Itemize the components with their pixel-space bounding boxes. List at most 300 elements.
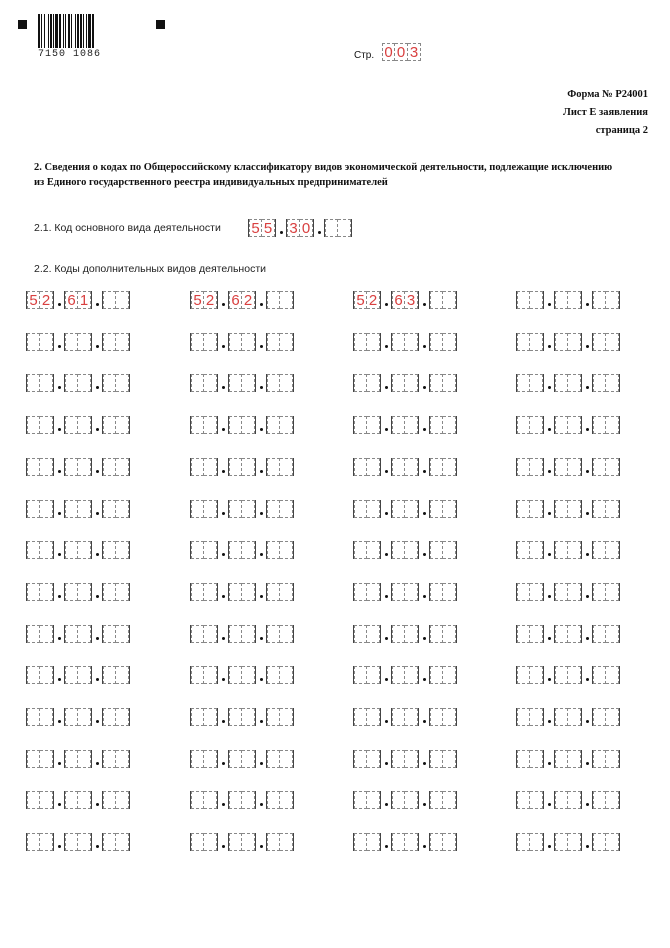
additional-activity-code[interactable] — [516, 416, 620, 434]
code-digit-cell[interactable] — [555, 750, 568, 768]
additional-activity-code[interactable] — [190, 458, 294, 476]
code-digit-cell[interactable] — [593, 833, 606, 851]
additional-activity-code[interactable] — [516, 291, 620, 309]
additional-activity-code[interactable] — [516, 750, 620, 768]
code-digit-cell[interactable] — [65, 333, 78, 351]
additional-activity-code[interactable] — [353, 666, 457, 684]
code-digit-cell[interactable] — [405, 458, 418, 476]
code-digit-cell[interactable] — [40, 416, 53, 434]
code-digit-cell[interactable] — [229, 833, 242, 851]
code-digit-cell[interactable] — [191, 625, 204, 643]
code-digit-cell[interactable] — [568, 583, 581, 601]
code-digit-cell[interactable] — [405, 500, 418, 518]
code-digit-cell[interactable] — [116, 500, 129, 518]
code-digit-cell[interactable]: 2 — [242, 291, 255, 309]
code-digit-cell[interactable] — [280, 666, 293, 684]
code-digit-cell[interactable] — [204, 666, 217, 684]
code-digit-cell[interactable] — [27, 458, 40, 476]
code-digit-cell[interactable] — [593, 583, 606, 601]
code-digit-cell[interactable] — [78, 374, 91, 392]
code-digit-cell[interactable] — [568, 458, 581, 476]
code-digit-cell[interactable] — [354, 333, 367, 351]
code-digit-cell[interactable] — [530, 625, 543, 643]
code-digit-cell[interactable] — [392, 791, 405, 809]
code-digit-cell[interactable] — [606, 750, 619, 768]
code-digit-cell[interactable]: 2 — [204, 291, 217, 309]
code-digit-cell[interactable] — [593, 541, 606, 559]
additional-activity-code[interactable] — [353, 708, 457, 726]
additional-activity-code[interactable] — [353, 541, 457, 559]
code-digit-cell[interactable] — [530, 416, 543, 434]
code-digit-cell[interactable] — [606, 333, 619, 351]
code-digit-cell[interactable] — [78, 416, 91, 434]
code-digit-cell[interactable] — [405, 791, 418, 809]
code-digit-cell[interactable] — [78, 333, 91, 351]
code-digit-cell[interactable] — [568, 750, 581, 768]
code-digit-cell[interactable] — [568, 833, 581, 851]
code-digit-cell[interactable] — [280, 625, 293, 643]
code-digit-cell[interactable] — [392, 583, 405, 601]
additional-activity-code[interactable] — [26, 374, 130, 392]
code-digit-cell[interactable] — [517, 833, 530, 851]
code-digit-cell[interactable] — [392, 625, 405, 643]
additional-activity-code[interactable] — [353, 750, 457, 768]
code-digit-cell[interactable] — [530, 750, 543, 768]
additional-activity-code[interactable] — [26, 625, 130, 643]
additional-activity-code[interactable] — [353, 291, 457, 309]
additional-activity-code[interactable] — [26, 541, 130, 559]
code-digit-cell[interactable] — [367, 500, 380, 518]
code-digit-cell[interactable] — [65, 833, 78, 851]
code-digit-cell[interactable] — [568, 374, 581, 392]
code-digit-cell[interactable] — [555, 416, 568, 434]
code-digit-cell[interactable] — [593, 291, 606, 309]
code-digit-cell[interactable] — [65, 708, 78, 726]
code-digit-cell[interactable] — [78, 666, 91, 684]
additional-activity-code[interactable] — [353, 583, 457, 601]
code-digit-cell[interactable] — [568, 541, 581, 559]
code-digit-cell[interactable] — [517, 374, 530, 392]
code-digit-cell[interactable] — [267, 583, 280, 601]
code-digit-cell[interactable] — [65, 374, 78, 392]
code-digit-cell[interactable] — [430, 666, 443, 684]
code-digit-cell[interactable] — [191, 708, 204, 726]
code-digit-cell[interactable] — [229, 541, 242, 559]
code-digit-cell[interactable] — [367, 666, 380, 684]
code-digit-cell[interactable] — [354, 666, 367, 684]
code-digit-cell[interactable] — [430, 374, 443, 392]
code-digit-cell[interactable] — [354, 625, 367, 643]
additional-activity-code[interactable] — [353, 333, 457, 351]
additional-activity-code[interactable] — [516, 583, 620, 601]
code-digit-cell[interactable] — [280, 374, 293, 392]
code-digit-cell[interactable] — [280, 291, 293, 309]
additional-activity-code[interactable] — [26, 333, 130, 351]
code-digit-cell[interactable] — [593, 750, 606, 768]
code-digit-cell[interactable] — [517, 541, 530, 559]
code-digit-cell[interactable] — [530, 583, 543, 601]
code-digit-cell[interactable] — [392, 333, 405, 351]
code-digit-cell[interactable] — [242, 541, 255, 559]
code-digit-cell[interactable] — [430, 333, 443, 351]
code-digit-cell[interactable] — [443, 291, 456, 309]
code-digit-cell[interactable] — [367, 625, 380, 643]
code-digit-cell[interactable] — [78, 791, 91, 809]
code-digit-cell[interactable] — [530, 374, 543, 392]
code-digit-cell[interactable] — [354, 708, 367, 726]
code-digit-cell[interactable] — [517, 625, 530, 643]
additional-activity-code[interactable] — [26, 833, 130, 851]
code-digit-cell[interactable] — [280, 541, 293, 559]
additional-activity-code[interactable] — [26, 791, 130, 809]
code-digit-cell[interactable] — [443, 750, 456, 768]
code-digit-cell[interactable] — [40, 708, 53, 726]
additional-activity-code[interactable] — [26, 583, 130, 601]
code-digit-cell[interactable] — [280, 750, 293, 768]
code-digit-cell[interactable] — [65, 750, 78, 768]
code-digit-cell[interactable] — [443, 708, 456, 726]
additional-activity-code[interactable] — [190, 541, 294, 559]
additional-activity-code[interactable] — [516, 458, 620, 476]
code-digit-cell[interactable] — [354, 374, 367, 392]
code-digit-cell[interactable] — [517, 583, 530, 601]
code-digit-cell[interactable] — [517, 291, 530, 309]
code-digit-cell[interactable] — [242, 416, 255, 434]
code-digit-cell[interactable] — [191, 583, 204, 601]
code-digit-cell[interactable] — [242, 708, 255, 726]
code-digit-cell[interactable] — [405, 833, 418, 851]
code-digit-cell[interactable] — [517, 708, 530, 726]
code-digit-cell[interactable] — [27, 583, 40, 601]
code-digit-cell[interactable] — [229, 458, 242, 476]
code-digit-cell[interactable] — [430, 541, 443, 559]
code-digit-cell[interactable] — [606, 458, 619, 476]
code-digit-cell[interactable] — [103, 625, 116, 643]
code-digit-cell[interactable] — [555, 833, 568, 851]
code-digit-cell[interactable] — [40, 833, 53, 851]
code-digit-cell[interactable] — [354, 416, 367, 434]
additional-activity-code[interactable] — [26, 416, 130, 434]
code-digit-cell[interactable] — [606, 541, 619, 559]
code-digit-cell[interactable] — [204, 374, 217, 392]
code-digit-cell[interactable] — [229, 708, 242, 726]
code-digit-cell[interactable] — [367, 458, 380, 476]
additional-activity-code[interactable] — [26, 500, 130, 518]
additional-activity-code[interactable] — [190, 625, 294, 643]
code-digit-cell[interactable] — [242, 750, 255, 768]
code-digit-cell[interactable] — [443, 666, 456, 684]
code-digit-cell[interactable]: 2 — [367, 291, 380, 309]
code-digit-cell[interactable]: 5 — [27, 291, 40, 309]
code-digit-cell[interactable] — [267, 291, 280, 309]
code-digit-cell[interactable] — [267, 750, 280, 768]
code-digit-cell[interactable] — [280, 708, 293, 726]
code-digit-cell[interactable] — [606, 625, 619, 643]
additional-activity-code[interactable] — [516, 791, 620, 809]
code-digit-cell[interactable] — [78, 458, 91, 476]
code-digit-cell[interactable] — [354, 791, 367, 809]
code-digit-cell[interactable] — [568, 791, 581, 809]
code-digit-cell[interactable] — [367, 791, 380, 809]
code-digit-cell[interactable] — [280, 416, 293, 434]
code-digit-cell[interactable] — [593, 374, 606, 392]
code-digit-cell[interactable] — [229, 666, 242, 684]
code-digit-cell[interactable]: 5 — [249, 219, 262, 237]
code-digit-cell[interactable] — [204, 750, 217, 768]
code-digit-cell[interactable] — [367, 541, 380, 559]
code-digit-cell[interactable] — [530, 333, 543, 351]
code-digit-cell[interactable]: 3 — [287, 219, 300, 237]
code-digit-cell[interactable] — [267, 791, 280, 809]
code-digit-cell[interactable] — [517, 750, 530, 768]
code-digit-cell[interactable] — [555, 500, 568, 518]
code-digit-cell[interactable] — [354, 833, 367, 851]
code-digit-cell[interactable] — [606, 583, 619, 601]
code-digit-cell[interactable] — [65, 458, 78, 476]
additional-activity-code[interactable] — [190, 291, 294, 309]
code-digit-cell[interactable] — [103, 583, 116, 601]
code-digit-cell[interactable] — [191, 458, 204, 476]
code-digit-cell[interactable] — [27, 708, 40, 726]
code-digit-cell[interactable] — [392, 541, 405, 559]
code-digit-cell[interactable] — [405, 666, 418, 684]
code-digit-cell[interactable] — [267, 458, 280, 476]
code-digit-cell[interactable]: 5 — [262, 219, 275, 237]
code-digit-cell[interactable] — [606, 666, 619, 684]
additional-activity-code[interactable] — [190, 791, 294, 809]
additional-activity-code[interactable] — [26, 708, 130, 726]
code-digit-cell[interactable]: 6 — [65, 291, 78, 309]
code-digit-cell[interactable] — [116, 458, 129, 476]
code-digit-cell[interactable] — [204, 458, 217, 476]
code-digit-cell[interactable] — [530, 458, 543, 476]
code-digit-cell[interactable] — [606, 374, 619, 392]
code-digit-cell[interactable] — [555, 708, 568, 726]
code-digit-cell[interactable] — [242, 666, 255, 684]
additional-activity-code[interactable] — [353, 416, 457, 434]
code-digit-cell[interactable] — [103, 500, 116, 518]
code-digit-cell[interactable] — [204, 541, 217, 559]
code-digit-cell[interactable] — [325, 219, 338, 237]
code-digit-cell[interactable] — [606, 833, 619, 851]
additional-activity-code[interactable] — [353, 500, 457, 518]
code-digit-cell[interactable] — [191, 500, 204, 518]
code-digit-cell[interactable] — [568, 333, 581, 351]
code-digit-cell[interactable] — [405, 541, 418, 559]
code-digit-cell[interactable] — [606, 416, 619, 434]
code-digit-cell[interactable] — [405, 625, 418, 643]
code-digit-cell[interactable] — [204, 583, 217, 601]
code-digit-cell[interactable] — [242, 791, 255, 809]
code-digit-cell[interactable]: 0 — [300, 219, 313, 237]
code-digit-cell[interactable]: 3 — [405, 291, 418, 309]
code-digit-cell[interactable] — [392, 374, 405, 392]
code-digit-cell[interactable] — [555, 374, 568, 392]
code-digit-cell[interactable] — [191, 374, 204, 392]
code-digit-cell[interactable] — [606, 500, 619, 518]
code-digit-cell[interactable] — [392, 708, 405, 726]
code-digit-cell[interactable] — [530, 833, 543, 851]
code-digit-cell[interactable] — [517, 791, 530, 809]
code-digit-cell[interactable] — [191, 541, 204, 559]
code-digit-cell[interactable] — [593, 458, 606, 476]
code-digit-cell[interactable] — [204, 791, 217, 809]
code-digit-cell[interactable] — [354, 583, 367, 601]
code-digit-cell[interactable] — [517, 458, 530, 476]
code-digit-cell[interactable] — [405, 583, 418, 601]
code-digit-cell[interactable] — [606, 791, 619, 809]
code-digit-cell[interactable] — [367, 583, 380, 601]
code-digit-cell[interactable] — [443, 458, 456, 476]
code-digit-cell[interactable] — [103, 458, 116, 476]
code-digit-cell[interactable] — [555, 791, 568, 809]
code-digit-cell[interactable] — [242, 833, 255, 851]
code-digit-cell[interactable] — [204, 500, 217, 518]
code-digit-cell[interactable] — [280, 500, 293, 518]
code-digit-cell[interactable] — [229, 750, 242, 768]
code-digit-cell[interactable] — [27, 625, 40, 643]
code-digit-cell[interactable] — [242, 583, 255, 601]
code-digit-cell[interactable]: 5 — [354, 291, 367, 309]
code-digit-cell[interactable] — [229, 583, 242, 601]
code-digit-cell[interactable] — [204, 333, 217, 351]
code-digit-cell[interactable] — [103, 791, 116, 809]
code-digit-cell[interactable] — [530, 291, 543, 309]
code-digit-cell[interactable] — [78, 625, 91, 643]
code-digit-cell[interactable] — [568, 666, 581, 684]
code-digit-cell[interactable]: 2 — [40, 291, 53, 309]
code-digit-cell[interactable] — [103, 833, 116, 851]
code-digit-cell[interactable] — [443, 541, 456, 559]
code-digit-cell[interactable] — [555, 458, 568, 476]
code-digit-cell[interactable] — [530, 500, 543, 518]
code-digit-cell[interactable] — [116, 666, 129, 684]
code-digit-cell[interactable] — [204, 625, 217, 643]
code-digit-cell[interactable] — [568, 625, 581, 643]
code-digit-cell[interactable] — [229, 791, 242, 809]
code-digit-cell[interactable] — [116, 833, 129, 851]
code-digit-cell[interactable] — [430, 625, 443, 643]
code-digit-cell[interactable] — [530, 708, 543, 726]
code-digit-cell[interactable] — [367, 750, 380, 768]
code-digit-cell[interactable] — [443, 833, 456, 851]
code-digit-cell[interactable] — [116, 333, 129, 351]
additional-activity-code[interactable] — [516, 374, 620, 392]
code-digit-cell[interactable] — [40, 750, 53, 768]
code-digit-cell[interactable] — [242, 374, 255, 392]
code-digit-cell[interactable] — [555, 291, 568, 309]
code-digit-cell[interactable] — [430, 750, 443, 768]
code-digit-cell[interactable] — [443, 333, 456, 351]
code-digit-cell[interactable] — [430, 458, 443, 476]
additional-activity-code[interactable] — [353, 374, 457, 392]
code-digit-cell[interactable] — [191, 333, 204, 351]
code-digit-cell[interactable] — [40, 500, 53, 518]
code-digit-cell[interactable] — [267, 833, 280, 851]
code-digit-cell[interactable] — [229, 625, 242, 643]
additional-activity-code[interactable] — [26, 458, 130, 476]
code-digit-cell[interactable] — [78, 708, 91, 726]
code-digit-cell[interactable] — [443, 416, 456, 434]
code-digit-cell[interactable] — [367, 333, 380, 351]
code-digit-cell[interactable] — [280, 333, 293, 351]
code-digit-cell[interactable] — [354, 500, 367, 518]
code-digit-cell[interactable] — [280, 833, 293, 851]
code-digit-cell[interactable] — [593, 500, 606, 518]
code-digit-cell[interactable] — [191, 791, 204, 809]
additional-activity-code[interactable] — [516, 666, 620, 684]
code-digit-cell[interactable] — [103, 291, 116, 309]
code-digit-cell[interactable] — [392, 750, 405, 768]
code-digit-cell[interactable] — [430, 833, 443, 851]
code-digit-cell[interactable] — [27, 833, 40, 851]
code-digit-cell[interactable] — [229, 374, 242, 392]
additional-activity-code[interactable] — [190, 333, 294, 351]
additional-activity-code[interactable] — [516, 708, 620, 726]
code-digit-cell[interactable] — [103, 333, 116, 351]
additional-activity-code[interactable] — [516, 333, 620, 351]
additional-activity-code[interactable] — [516, 541, 620, 559]
code-digit-cell[interactable] — [354, 541, 367, 559]
code-digit-cell[interactable] — [405, 374, 418, 392]
code-digit-cell[interactable] — [267, 416, 280, 434]
code-digit-cell[interactable] — [40, 374, 53, 392]
code-digit-cell[interactable] — [191, 750, 204, 768]
code-digit-cell[interactable] — [267, 666, 280, 684]
code-digit-cell[interactable] — [103, 666, 116, 684]
code-digit-cell[interactable] — [116, 583, 129, 601]
code-digit-cell[interactable] — [443, 625, 456, 643]
code-digit-cell[interactable] — [593, 625, 606, 643]
code-digit-cell[interactable] — [204, 708, 217, 726]
code-digit-cell[interactable] — [593, 708, 606, 726]
code-digit-cell[interactable] — [27, 791, 40, 809]
code-digit-cell[interactable] — [229, 500, 242, 518]
additional-activity-code[interactable] — [516, 500, 620, 518]
code-digit-cell[interactable] — [27, 374, 40, 392]
code-digit-cell[interactable] — [593, 666, 606, 684]
code-digit-cell[interactable] — [242, 458, 255, 476]
code-digit-cell[interactable] — [443, 791, 456, 809]
code-digit-cell[interactable] — [517, 416, 530, 434]
code-digit-cell[interactable] — [267, 541, 280, 559]
code-digit-cell[interactable] — [367, 833, 380, 851]
additional-activity-code[interactable] — [353, 458, 457, 476]
code-digit-cell[interactable] — [443, 583, 456, 601]
code-digit-cell[interactable] — [116, 291, 129, 309]
code-digit-cell[interactable] — [593, 791, 606, 809]
code-digit-cell[interactable] — [116, 541, 129, 559]
code-digit-cell[interactable] — [103, 541, 116, 559]
code-digit-cell[interactable] — [65, 500, 78, 518]
code-digit-cell[interactable] — [367, 416, 380, 434]
additional-activity-code[interactable] — [26, 666, 130, 684]
additional-activity-code[interactable] — [353, 833, 457, 851]
code-digit-cell[interactable] — [443, 374, 456, 392]
code-digit-cell[interactable] — [606, 708, 619, 726]
code-digit-cell[interactable] — [530, 666, 543, 684]
code-digit-cell[interactable] — [517, 333, 530, 351]
code-digit-cell[interactable] — [354, 458, 367, 476]
code-digit-cell[interactable] — [27, 500, 40, 518]
additional-activity-code[interactable] — [516, 833, 620, 851]
code-digit-cell[interactable] — [568, 500, 581, 518]
code-digit-cell[interactable] — [242, 333, 255, 351]
code-digit-cell[interactable] — [116, 416, 129, 434]
code-digit-cell[interactable] — [530, 791, 543, 809]
additional-activity-code[interactable] — [190, 374, 294, 392]
additional-activity-code[interactable] — [353, 791, 457, 809]
